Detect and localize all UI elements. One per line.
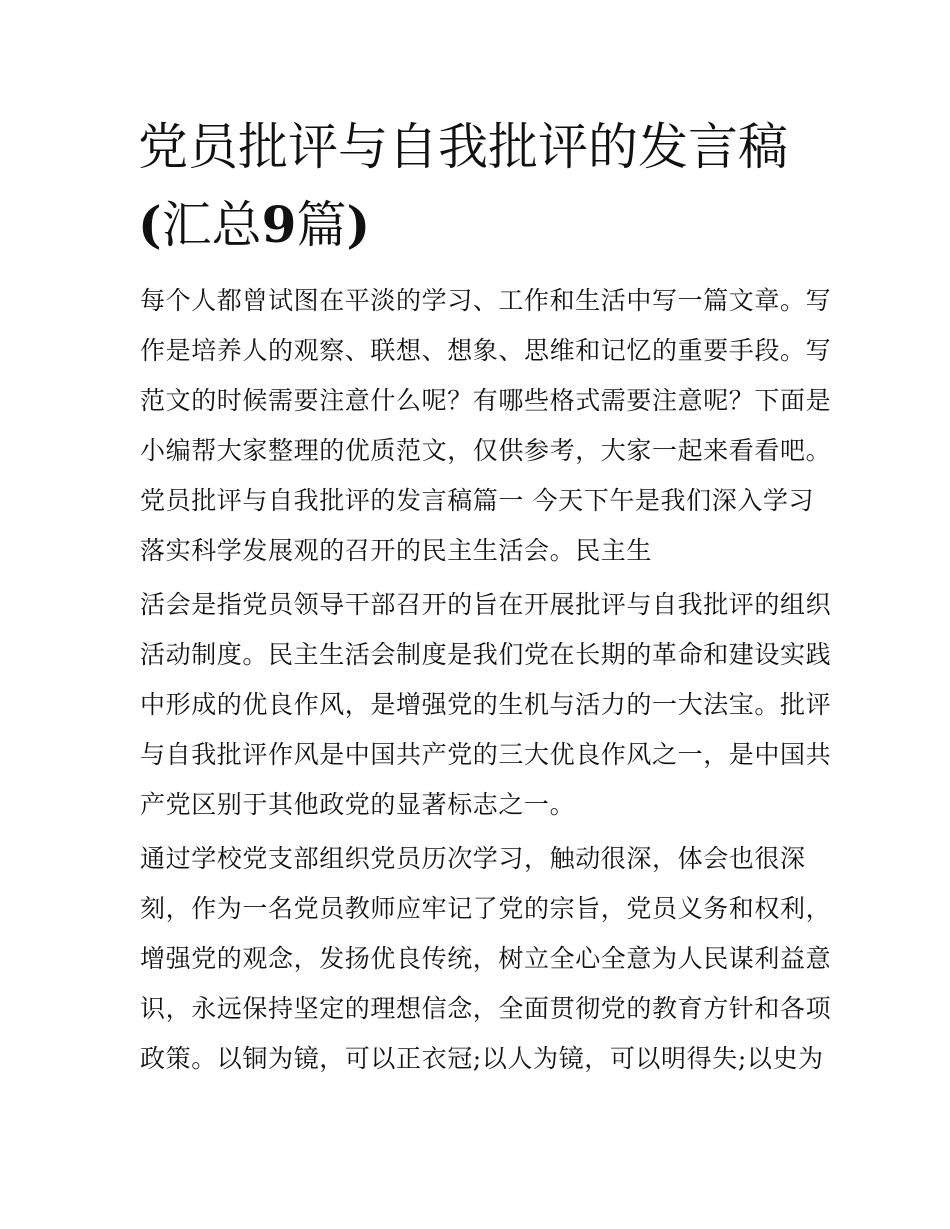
body-line: 每个人都曾试图在平淡的学习、工作和生活中写一篇文章。写 (140, 286, 832, 315)
body-line: 政策。以铜为镜，可以正衣冠;以人为镜，可以明得失;以史为 (140, 1044, 824, 1073)
body-line: 通过学校党支部组织党员历次学习，触动很深，体会也很深 (140, 844, 806, 873)
title-close-paren: ) (346, 195, 371, 254)
title-count-unit: 篇 (296, 196, 347, 254)
body-line: 产党区别于其他政党的显著标志之一。 (140, 790, 576, 819)
title-summary-text: 汇总 (161, 196, 262, 254)
body-line: 识，永远保持坚定的理想信念，全面贯彻党的教育方针和各项 (140, 994, 832, 1023)
document-title-line-1: 党员批评与自我批评的发言稿 (138, 118, 788, 176)
body-line: 范文的时候需要注意什么呢？有哪些格式需要注意呢？下面是 (140, 386, 832, 415)
body-line: 与自我批评作风是中国共产党的三大优良作风之一，是中国共 (140, 740, 832, 769)
title-count-number: 9 (261, 195, 297, 254)
title-open-paren: ( (138, 195, 162, 254)
body-line: 中形成的优良作风，是增强党的生机与活力的一大法宝。批评 (140, 690, 832, 719)
body-line: 小编帮大家整理的优质范文，仅供参考，大家一起来看看吧。 (140, 436, 832, 465)
body-line: 落实科学发展观的召开的民主生活会。民主生 (140, 536, 653, 565)
body-line: 党员批评与自我批评的发言稿篇一 今天下午是我们深入学习 (140, 486, 815, 515)
body-line: 活动制度。民主生活会制度是我们党在长期的革命和建设实践 (140, 640, 832, 669)
body-line: 刻，作为一名党员教师应牢记了党的宗旨，党员义务和权利， (140, 894, 832, 923)
body-line: 作是培养人的观察、联想、想象、思维和记忆的重要手段。写 (140, 336, 832, 365)
body-line: 活会是指党员领导干部召开的旨在开展批评与自我批评的组织 (140, 590, 832, 619)
document-title-line-2 (138, 195, 370, 255)
body-line: 增强党的观念，发扬优良传统，树立全心全意为人民谋利益意 (140, 944, 832, 973)
